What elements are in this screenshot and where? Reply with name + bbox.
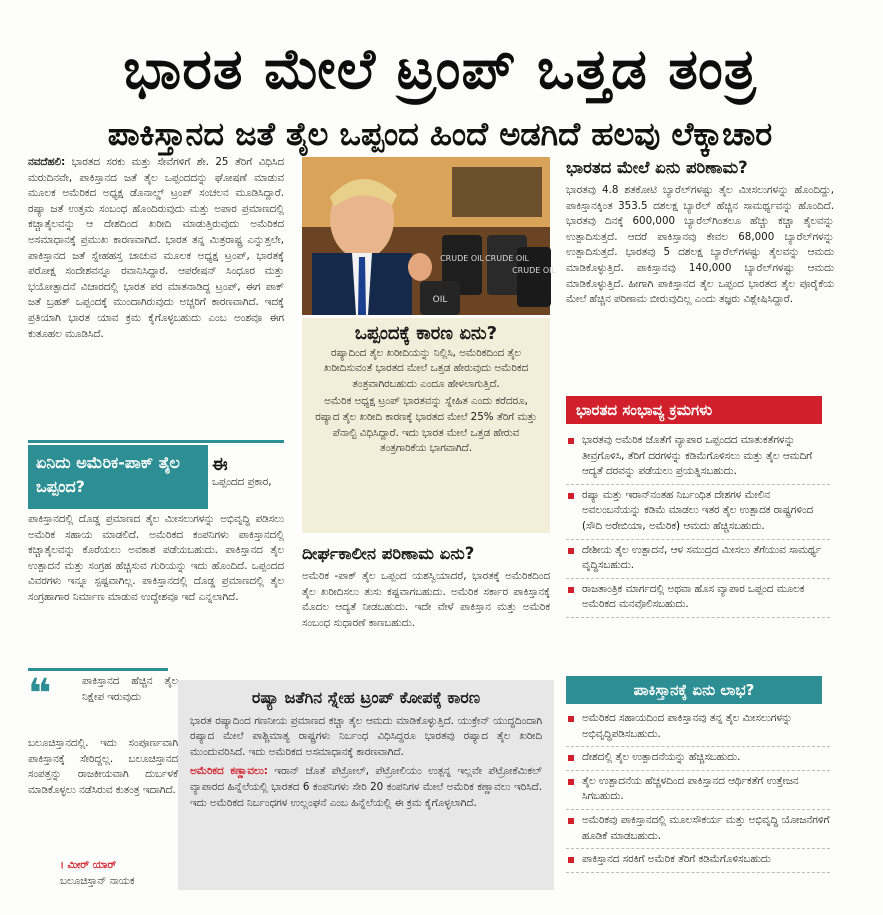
list-item: ಪಾಕಿಸ್ತಾನದ ಸರಕಿಗೆ ಅಮೆರಿಕ ತೆರಿಗೆ ಕಡಿಮೆಗೊಳಿಸಬಹುದು [566,849,830,873]
india-steps-title: ಭಾರತದ ಸಂಭಾವ್ಯ ಕ್ರಮಗಳು [566,396,822,424]
author-name: । ಮೀರ್ ಯಾರ್ [60,859,117,871]
deal-box-title: ಏನಿದು ಅಮೆರಿಕ-ಪಾಕ್ ತೈಲ ಒಪ್ಪಂದ? [28,445,208,509]
bullet-square-icon [568,548,574,554]
impact-title: ಭಾರತದ ಮೇಲೆ ಏನು ಪರಿಣಾಮ? [566,158,748,177]
lead-text: ಭಾರತದ ಸರಕು ಮತ್ತು ಸೇವೆಗಳಿಗೆ ಶೇ. 25 ತೆರಿಗೆ ವಿಧಿಸಿದ ಮರುದಿನವೇ, ಪಾಕಿಸ್ತಾನದ ಜತೆ ತೈಲ ಒಪ್ಪಂದದನ್ನು ಘೋಷಣೆ ಮಾಡುವ ಮೂಲಕ ಅಮೆರಿಕದ ಅಧ್ಯಕ್ಷ ಡೊನಾಲ್ಡ್ ಟ್ರಂಪ್ ಸಂಚಲನ ಮೂಡಿಸಿದ್ದಾರೆ. ರಷ್ಯಾ ಜತೆ ಉತ್ತಮ ಸಂಬಂಧ ಹೊಂದಿರುವುದು ಮತ್ತು ಅಪಾರ ಪ್ರಮಾಣದಲ್ಲಿ ಕಚ್ಚಾತೈಲವನ್ನು ಆ ದೇಶದಿಂದ ಖರೀದಿ ಮಾಡುತ್ತಿರುವುದು ಅಮೆರಿಕದ ಅಸಮಾಧಾನಕ್ಕೆ ಪ್ರಮುಖ ಕಾರಣವಾಗಿದೆ. ಭಾರತ ತನ್ನ ಮಿತ್ರರಾಷ್ಟ್ರ ಎನ್ನುತ್ತಲೇ, ಪಾಕಿಸ್ತಾನದ ಜತೆ ಸ್ನೇಹಹಸ್ತ ಚಾಚುವ ಮೂಲಕ ಅಧ್ಯಕ್ಷ ಟ್ರಂಪ್, ಭಾರತಕ್ಕೆ ಪರೋಕ್ಷ ಸಂದೇಶವನ್ನೂ ರವಾನಿಸಿದ್ದಾರೆ. ಆಪರೇಷನ್ ಸಿಂಧೂರ ಮತ್ತು ಭಯೋತ್ಪಾದನೆ ವಿಚಾರದಲ್ಲಿ ಭಾರತ ಪರ ಮಾತನಾಡಿದ್ದ ಟ್ರಂಪ್, ಈಗ ಪಾಕ್ ಜತೆ ಬ್ರಹತ್ ಒಪ್ಪಂದಕ್ಕೆ ಮುಂದಾಗಿರುವುದು ಅಚ್ಚರಿಗೆ ಕಾರಣವಾಗಿದೆ. ಇದಕ್ಕೆ ಪ್ರತಿಯಾಗಿ ಭಾರತ ಯಾವ ಕ್ರಮ ಕೈಗೊಳ್ಳಬಹುದು ಎಂಬ ಅಂಶವೂ ಈಗ ಕುತೂಹಲ ಮೂಡಿಸಿದೆ. [28,156,284,340]
russia-red-label: ಅಮೆರಿಕದ ಕಣ್ಣಾವಲು: [190,765,268,778]
list-item: ಅಮೆರಿಕದ ಸಹಾಯದಿಂದ ಪಾಕಿಸ್ತಾನವು ತನ್ನ ತೈಲ ಮೀಸಲುಗಳನ್ನು ಅಭಿವೃದ್ಧಿಪಡಿಸಬಹುದು. [566,708,830,747]
reason-title: ಒಪ್ಪಂದಕ್ಕೆ ಕಾರಣ ಏನು? [354,323,498,344]
deal-box-intro [212,455,284,491]
pak-gain-list [566,708,830,873]
india-steps-list [566,430,830,618]
barrel-label: OIL [432,295,448,305]
longterm-section [302,543,550,631]
list-item: ಭಾರತವು ಅಮೆರಿಕ ಜೊತೆಗೆ ವ್ಯಾಪಾರ ಒಪ್ಪಂದದ ಮಾತುಕತೆಗಳನ್ನು ತೀವ್ರಗೊಳಿಸಿ, ತೆರಿಗೆ ದರಗಳನ್ನು ಕಡಿಮೆಗೊಳಿಸಲು ಮತ್ತು ತೈಲ ಆಮದಿಗೆ ಆದ್ಯತೆ ದರವನ್ನು ಪಡೆಯಲು ಪ್ರಯತ್ನಿಸಬಹುದು. [566,430,830,485]
longterm-text: ಅಮೆರಿಕ -ಪಾಕ್ ತೈಲ ಒಪ್ಪಂದ ಯಶಸ್ವಿಯಾದರೆ, ಭಾರತಕ್ಕೆ ಅಮೆರಿಕದಿಂದ ತೈಲ ಖರೀದಿಸಲು ತುಸು ಕಷ್ಟವಾಗಬಹುದು. ಅಮೆರಿಕ ಸರ್ಕಾರ ಪಾಕಿಸ್ತಾನಕ್ಕೆ ಮೊದಲ ಆದ್ಯತೆ ನೀಡಬಹುದು. ಇದೇ ವೇಳೆ ಪಾಕಿಸ್ತಾನ ಮತ್ತು ಅಮೆರಿಕ ಸಂಬಂಧ ಸುಧಾರಣೆ ಕಾಣಬಹುದು. [302,570,550,629]
list-item: ರಷ್ಯಾ ಮತ್ತು ಇರಾನ್‌ನಂತಹ ನಿರ್ಬಂಧಿತ ದೇಶಗಳ ಮೇಲಿನ ಅವಲಂಬನೆಯನ್ನು ಕಡಿಮೆ ಮಾಡಲು ಇತರ ತೈಲ ಉತ್ಪಾದಕ ರಾಷ್ಟ್ರಗಳಿಂದ (ಸೌದಿ ಅರೇಬಿಯಾ, ಅಮೆರಿಕ) ಆಮದು ಹೆಚ್ಚಿಸಬಹುದು. [566,485,830,540]
reason-text-2: ಅಮೆರಿಕ ಅಧ್ಯಕ್ಷ ಟ್ರಂಪ್ ಭಾರತವನ್ನು ಸ್ನೇಹಿತ ಎಂದು ಕರೆದರೂ, ರಷ್ಯಾದ ತೈಲ ಖರೀದಿ ಕಾರಣಕ್ಕೆ ಭಾರತದ ಮೇಲೆ 25% ತೆರಿಗೆ ಮತ್ತು ಪೆನಾಲ್ಟಿ ವಿಧಿಸಿದ್ದಾರೆ. ಇದು ಭಾರತ ಮೇಲೆ ಒತ್ತಡ ಹೇರುವ ತಂತ್ರಗಾರಿಕೆಯ ಭಾಗವಾಗಿದೆ. [315,395,537,455]
russia-text-1: ಭಾರತ ರಷ್ಯಾದಿಂದ ಗಣನೀಯ ಪ್ರಮಾಣದ ಕಚ್ಚಾ ತೈಲ ಆಮದು ಮಾಡಿಕೊಳ್ಳುತ್ತಿದೆ. ಯುಕ್ರೇನ್ ಯುದ್ಧದಿಂದಾಗಿ ರಷ್ಯಾದ ಮೇಲೆ ಪಾಶ್ಚಿಮಾತ್ಯ ರಾಷ್ಟ್ರಗಳು ನಿರ್ಬಂಧ ವಿಧಿಸಿದ್ದರೂ ಭಾರತವು ರಷ್ಯಾದ ತೈಲ ಖರೀದಿ ಮುಂದುವರಿಸಿದೆ. ಇದು ಅಮೆರಿಕದ ಅಸಮಾಧಾನಕ್ಕೆ ಕಾರಣವಾಗಿದೆ. [190,714,542,758]
bullet-square-icon [568,755,574,761]
quote-author [60,858,180,889]
subheadline: ಪಾಕಿಸ್ತಾನದ ಜತೆ ತೈಲ ಒಪ್ಪಂದ ಹಿಂದೆ ಅಡಗಿದೆ ಹಲವು ಲೆಕ್ಕಾಚಾರ [107,115,773,153]
reason-box [302,318,550,533]
barrel-label: CRUDE OIL [512,266,556,275]
impact-text: ಭಾರತವು 4.8 ಶತಕೋಟಿ ಬ್ಯಾರೆಲ್‌ಗಳಷ್ಟು ತೈಲ ಮೀಸಲುಗಳನ್ನು ಹೊಂದಿದ್ದು, ಪಾಕಿಸ್ತಾನಕ್ಕಿಂತ 353.5 ದಶಲಕ್ಷ ಬ್ಯಾರೆಲ್ ಹೆಚ್ಚಿನ ಸಾಮರ್ಥ್ಯವನ್ನು ಹೊಂದಿದೆ. ಭಾರತವು ದಿನಕ್ಕೆ 600,000 ಬ್ಯಾರೆಲ್‌ಗಿಂತಲೂ ಹೆಚ್ಚು ಕಚ್ಚಾ ತೈಲವನ್ನು ಉತ್ಪಾದಿಸುತ್ತದೆ. ಆದರೆ ಪಾಕಿಸ್ತಾನವು ಕೇವಲ 68,000 ಬ್ಯಾರೆಲ್‌ಗಳನ್ನು ಉತ್ಪಾದಿಸುತ್ತದೆ. ಭಾರತವು 5 ದಶಲಕ್ಷ ಬ್ಯಾರೆಲ್‌ಗಳಷ್ಟು ತೈಲವನ್ನು ಆಮದು ಮಾಡಿಕೊಳ್ಳುತ್ತಿದೆ. ಪಾಕಿಸ್ತಾನವು 140,000 ಬ್ಯಾರೆಲ್‌ಗಳಷ್ಟು ಆಮದು ಮಾಡಿಕೊಳ್ಳುತ್ತಿದೆ. ಹೀಗಾಗಿ ಪಾಕಿಸ್ತಾನದ ತೈಲ ಒಪ್ಪಂದ ಭಾರತದ ತೈಲ ಪೂರೈಕೆಯ ಮೇಲೆ ಹೆಚ್ಚಿನ ಪರಿಣಾಮ ಬೀರುವುದಿಲ್ಲ ಎಂದು ತಜ್ಞರು ವಿಶ್ಲೇಷಿಸಿದ್ದಾರೆ. [566,184,834,306]
russia-text-2: ಇರಾನ್ ಜೊತೆ ಪೆಟ್ರೋಲ್, ಪೆಟ್ರೋಲಿಯಂ ಉತ್ಪನ್ನ ಇಲ್ಲವೇ ಪೆಟ್ರೋಕೆಮಿಕಲ್ ವ್ಯಾಪಾರದ ಹಿನ್ನೆಲೆಯಲ್ಲಿ ಭಾರತದ 6 ಕಂಪನಿಗಳು ಸೇರಿ 20 ಕಂಪನಿಗಳ ಮೇಲೆ ಅಮೆರಿಕ ಕಣ್ಣಾವಲು ಇರಿಸಿದೆ. ಇದು ಅಮೆರಿಕದ ನಿರ್ಬಂಧಗಳ ಉಲ್ಲಂಘನೆ ಎಂಬ ಹಿನ್ನೆಲೆಯಲ್ಲಿ ಈ ಕ್ರಮ ಕೈಗೊಳ್ಳಲಾಗಿದೆ. [190,765,542,809]
bullet-square-icon [568,438,574,444]
trump-photo-illustration [302,157,556,315]
pak-gain-title: ಪಾಕಿಸ್ತಾನಕ್ಕೆ ಏನು ಲಾಭ? [566,676,822,704]
headline: ಭಾರತ ಮೇಲೆ ಟ್ರಂಪ್ ಒತ್ತಡ ತಂತ್ರ [123,37,757,102]
russia-box-title: ರಷ್ಯಾ ಜತೆಗಿನ ಸ್ನೇಹ ಟ್ರಂಪ್ ಕೋಪಕ್ಕೆ ಕಾರಣ [251,688,481,707]
bullet-square-icon [568,857,574,863]
quote-body: ಬಲೂಚಿಸ್ತಾನದಲ್ಲಿ. ಇದು ಸಂಪೂರ್ಣವಾಗಿ ಪಾಕಿಸ್ತಾನಕ್ಕೆ ಸೇರಿದ್ದಲ್ಲ. ಬಲೂಚಿಸ್ತಾನದ ಸಂಪತ್ತನ್ನು ರಾಜಕೀಯವಾಗಿ ದುರ್ಬಳಕೆ ಮಾಡಿಕೊಳ್ಳಲು ನಡೆಸಿರುವ ಕುತಂತ್ರ ಇದಾಗಿದೆ. [28,737,178,796]
bullet-square-icon [568,716,574,722]
deal-box-text: ಪಾಕಿಸ್ತಾನದಲ್ಲಿ ದೊಡ್ಡ ಪ್ರಮಾಣದ ತೈಲ ಮೀಸಲುಗಳನ್ನು ಅಭಿವೃದ್ಧಿ ಪಡಿಸಲು ಅಮೆರಿಕ ಸಹಾಯ ಮಾಡಲಿದೆ. ಅಮೆರಿಕದ ಕಂಪನಿಗಳು ಪಾಕಿಸ್ತಾನದಲ್ಲಿ ಕಚ್ಚಾತೈಲವನ್ನು ಕೊರೆಯಲು ಅವಕಾಶ ಪಡೆಯಬಹುದು. ಪಾಕಿಸ್ತಾನದ ತೈಲ ಉತ್ಪಾದನೆ ಮತ್ತು ಸಂಗ್ರಹ ಹೆಚ್ಚಿಸುವ ಗುರಿಯನ್ನು ಇದು ಹೊಂದಿದೆ. ಒಪ್ಪಂದದ ವಿವರಗಳು ಇನ್ನೂ ಸ್ಪಷ್ಟವಾಗಿಲ್ಲ. ಪಾಕಿಸ್ತಾನದಲ್ಲಿ ದೊಡ್ಡ ಪ್ರಮಾಣದಲ್ಲಿ ತೈಲ ಸಂಗ್ರಹಾಗಾರ ನಿರ್ಮಾಣ ಮಾಡುವ ಉದ್ದೇಶವೂ ಇದೆ ಎನ್ನಲಾಗಿದೆ. [28,513,284,603]
barrel-label: CRUDE OIL [440,254,484,263]
lead-article [28,155,284,342]
list-item: ದೇಶದಲ್ಲಿ ತೈಲ ಉತ್ಪಾದನೆಯನ್ನು ಹೆಚ್ಚಿಸಬಹುದು. [566,747,830,771]
deal-lead-word: ಈ [212,454,228,475]
impact-section [566,157,834,308]
quote-top: ಪಾಕಿಸ್ತಾನದ ಹೆಚ್ಚಿನ ತೈಲ ನಿಕ್ಷೇಪ ಇರುವುದು [82,675,178,703]
barrel-label: CRUDE OIL [485,254,529,263]
bullet-square-icon [568,587,574,593]
russia-box [178,680,554,890]
list-item: ರಾಜತಾಂತ್ರಿಕ ಮಾರ್ಗದಲ್ಲಿ ಅಥವಾ ಹೊಸ ವ್ಯಾಪಾರ ಒಪ್ಪಂದ ಮೂಲಕ ಅಮೆರಿಕದ ಮನವೊಲಿಸಬಹುದು. [566,579,830,618]
list-item: ಅಮೆರಿಕವು ಪಾಕಿಸ್ತಾನದಲ್ಲಿ ಮೂಲಸೌಕರ್ಯ ಮತ್ತು ಅಭಿವೃದ್ಧಿ ಯೋಜನೆಗಳಿಗೆ ಹೂಡಿಕೆ ಮಾಡಬಹುದು. [566,810,830,849]
trump-photo [302,157,556,315]
longterm-title: ದೀರ್ಘಕಾಲೀನ ಪರಿಣಾಮ ಏನು? [302,544,475,563]
bullet-square-icon [568,779,574,785]
deal-lead-tail: ಒಪ್ಪಂದದ ಪ್ರಕಾರ, [212,476,272,488]
divider [28,440,284,443]
list-item: ದೇಶೀಯ ತೈಲ ಉತ್ಪಾದನೆ, ಆಳ ಸಮುದ್ರದ ಮೀಸಲು ತೆಗೆಯುವ ಸಾಮರ್ಥ್ಯ ವೃದ್ಧಿಸಬಹುದು. [566,540,830,579]
reason-text-1: ರಷ್ಯಾದಿಂದ ತೈಲ ಖರೀದಿಯನ್ನು ನಿಲ್ಲಿಸಿ, ಅಮೆರಿಕದಿಂದ ತೈಲ ಖರೀದಿಸುವಂತೆ ಭಾರತದ ಮೇಲೆ ಒತ್ತಡ ಹೇರುವುದು ಅಮೆರಿಕದ ತಂತ್ರವಾಗಿರಬಹುದು ಎಂದೂ ಹೇಳಲಾಗುತ್ತಿದೆ. [323,346,529,390]
bullet-square-icon [568,493,574,499]
author-role: ಬಲೂಚಿಸ್ತಾನ್ ನಾಯಕ [60,874,135,887]
quote-mark-icon: ❝ [28,671,52,717]
list-item: ತೈಲ ಉತ್ಪಾದನೆಯ ಹೆಚ್ಚಳದಿಂದ ಪಾಕಿಸ್ತಾನದ ಆರ್ಥಿಕತೆಗೆ ಉತ್ತೇಜನ ಸಿಗಬಹುದು. [566,771,830,810]
bullet-square-icon [568,818,574,824]
dateline: ನವದೆಹಲಿ: [28,156,66,168]
